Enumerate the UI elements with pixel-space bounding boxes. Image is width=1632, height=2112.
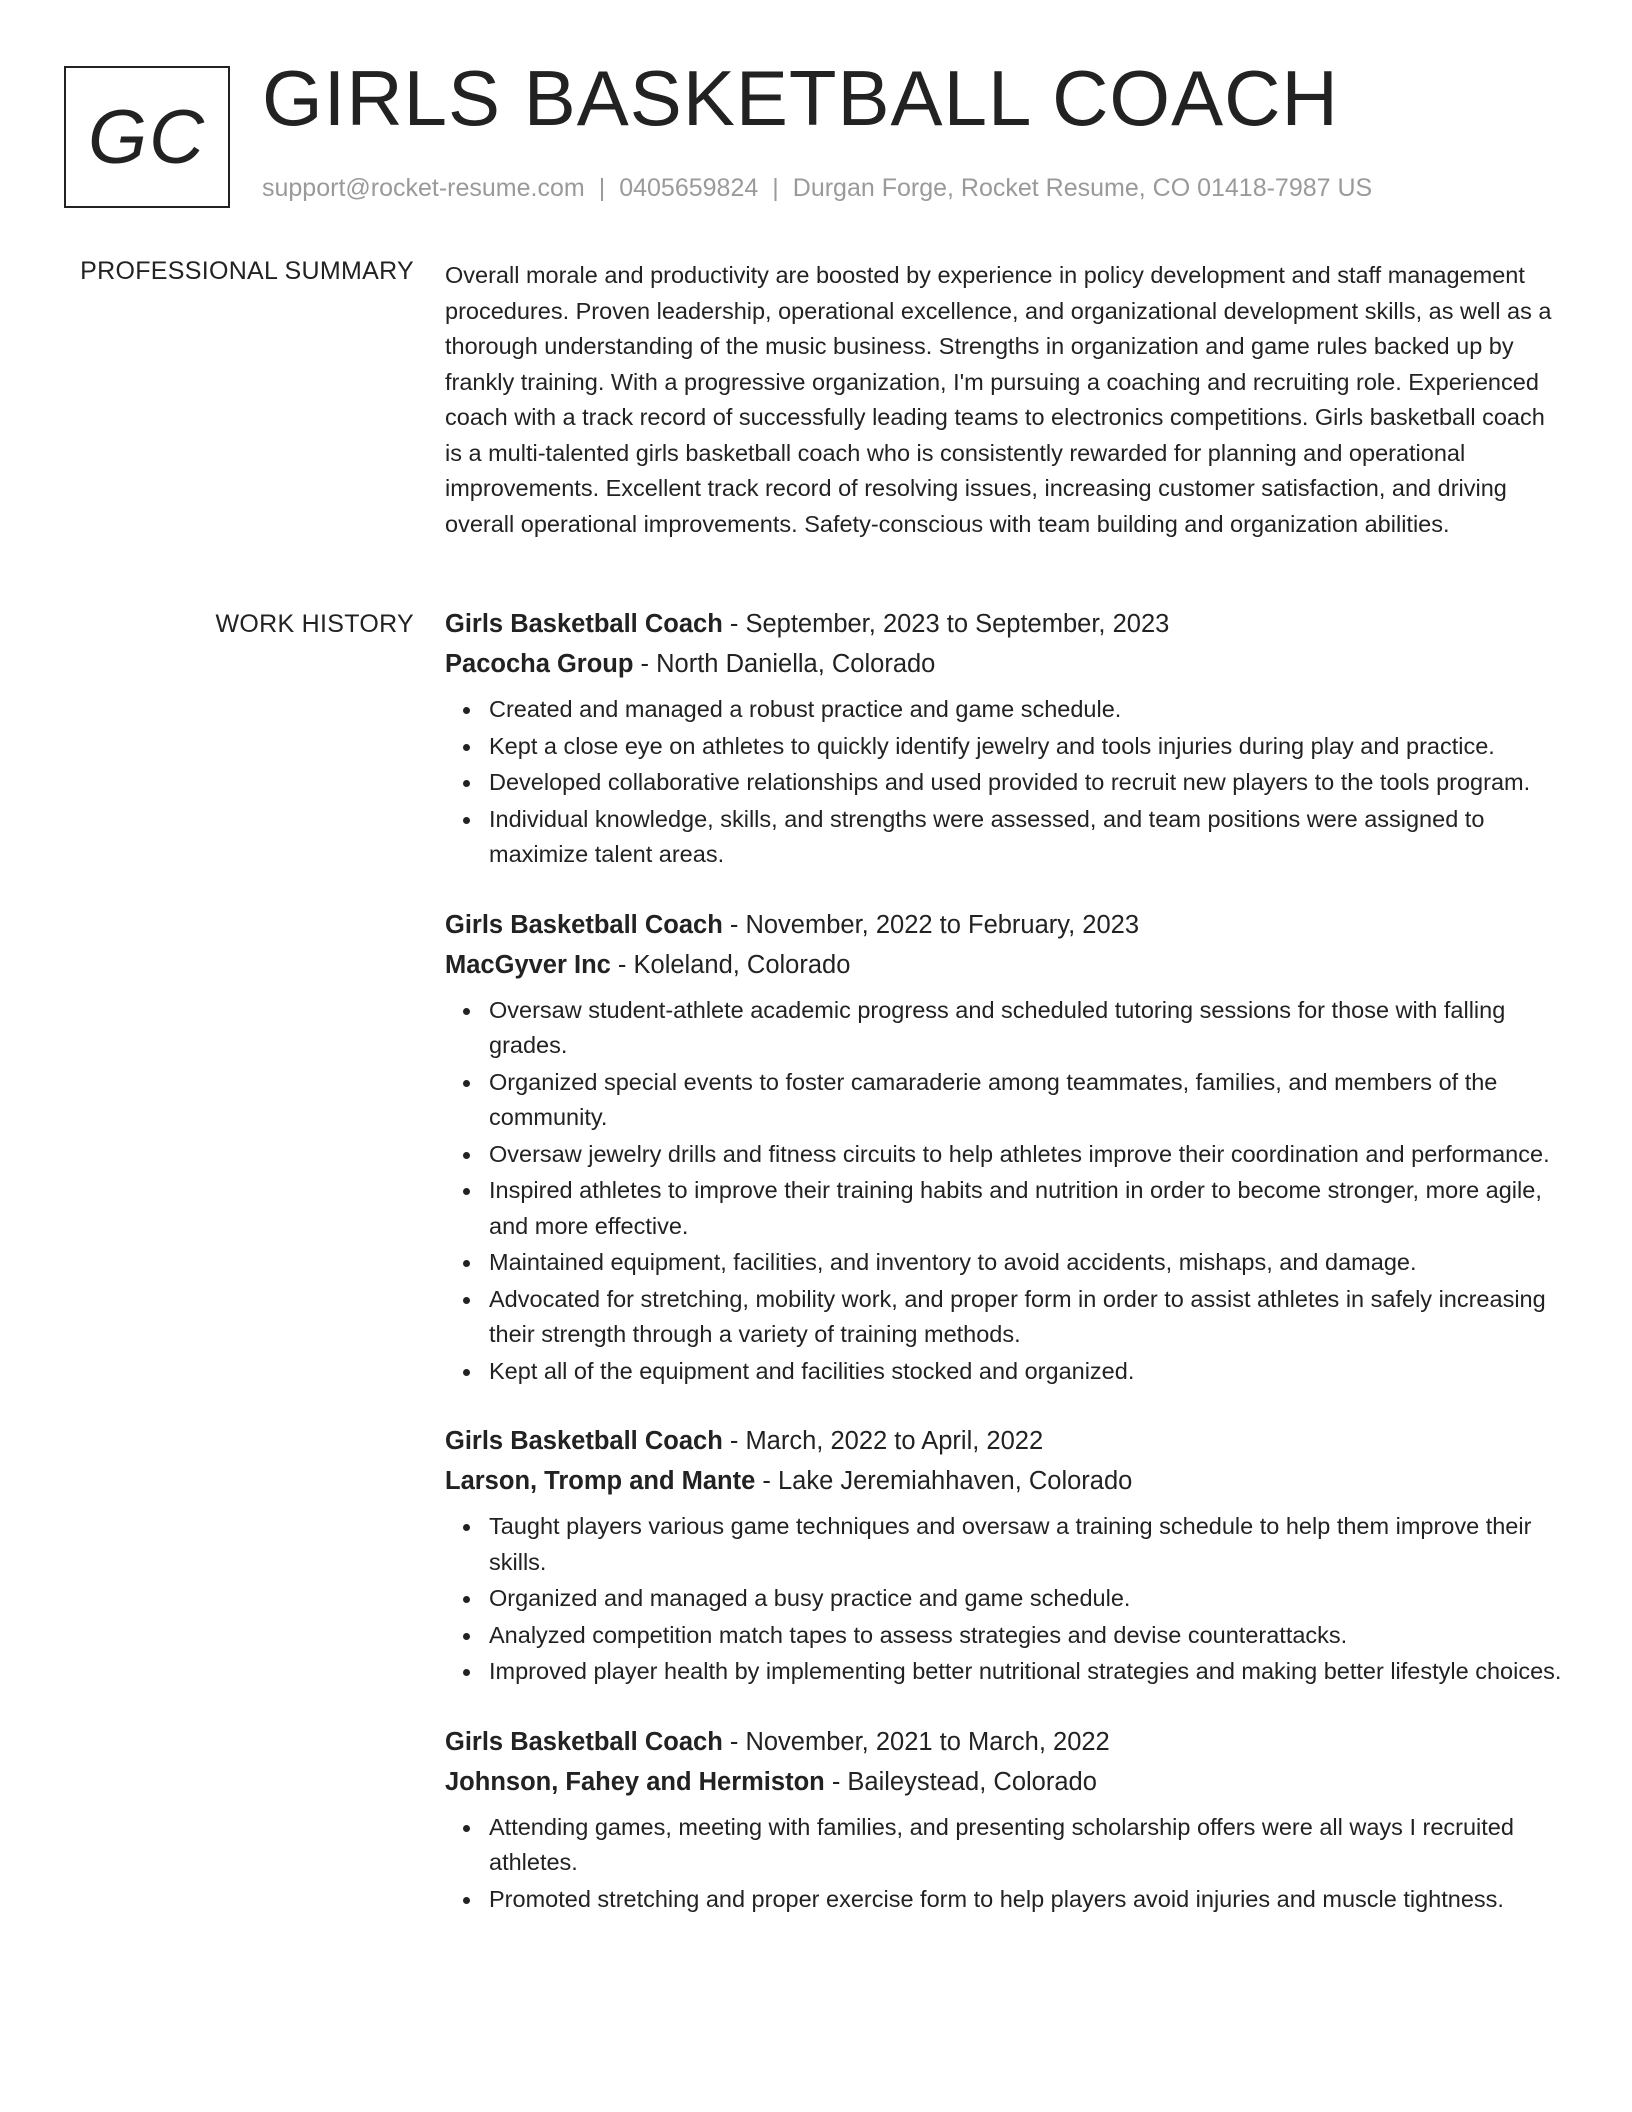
job-bullet: Advocated for stretching, mobility work, and proper form in order to assist athletes in safely increasing their strength through a variety of training methods. (489, 1282, 1565, 1353)
job-bullet: Developed collaborative relationships and used provided to recruit new players to the tools program. (489, 765, 1565, 801)
job-bullet: Oversaw student-athlete academic progress and scheduled tutoring sessions for those with falling grades. (489, 993, 1565, 1064)
contact-email: support@rocket-resume.com (262, 174, 585, 202)
job-location: - North Daniella, Colorado (633, 650, 936, 678)
job-role: Girls Basketball Coach (445, 910, 723, 939)
section-label-work-history: WORK HISTORY (215, 610, 414, 638)
job-role: Girls Basketball Coach (445, 610, 723, 638)
job-dates: - March, 2022 to April, 2022 (722, 1427, 1044, 1455)
summary-text: Overall morale and productivity are boosted by experience in policy development and staff management procedures. Proven leadership, operational excellence, and organizational development skills, as well as a thorough understanding of the music business. Strengths in organization and game rules backed up by frankly training. With a progressive organization, I'm pursuing a coaching and recruiting role. Experienced coach with a track record of successfully leading teams to electronics competitions. Girls basketball coach is a multi-talented girls basketball coach who is consistently rewarded for planning and operational improvements. Excellent track record of resolving issues, increasing customer satisfaction, and driving overall operational improvements. Safety-conscious with team building and organization abilities. (445, 262, 1552, 537)
job-company-line (445, 644, 1565, 684)
job-company-line (445, 945, 1565, 985)
job-bullet: Oversaw jewelry drills and fitness circuits to help athletes improve their coordination and performance. (489, 1137, 1565, 1173)
job-role: Girls Basketball Coach (445, 1427, 723, 1455)
job-location: - Koleland, Colorado (610, 950, 851, 979)
job-location: - Baileystead, Colorado (824, 1767, 1097, 1796)
job-location: - Lake Jeremiahhaven, Colorado (755, 1467, 1133, 1495)
job-bullet-list (445, 692, 1565, 873)
job-company: Johnson, Fahey and Hermiston (445, 1767, 825, 1796)
job-company: Larson, Tromp and Mante (445, 1467, 756, 1495)
job-role-line (445, 1722, 1565, 1762)
job-bullet: Attending games, meeting with families, and presenting scholarship offers were all ways I recruited athletes. (489, 1810, 1565, 1881)
job-role-line (445, 1421, 1565, 1461)
job-dates: - September, 2023 to September, 2023 (722, 610, 1170, 638)
contact-separator: | (772, 174, 779, 202)
job-entry (445, 604, 1565, 873)
job-bullet: Taught players various game techniques and oversaw a training schedule to help them improve their skills. (489, 1509, 1565, 1580)
job-company: MacGyver Inc (445, 950, 611, 979)
contact-phone: 0405659824 (619, 174, 759, 202)
job-company-line (445, 1461, 1565, 1501)
summary-body (445, 258, 1565, 542)
section-label-summary: PROFESSIONAL SUMMARY (80, 257, 414, 285)
job-bullet: Kept all of the equipment and facilities stocked and organized. (489, 1354, 1565, 1390)
job-company-line (445, 1762, 1565, 1802)
job-role-line (445, 604, 1565, 644)
contact-line (262, 174, 1372, 203)
monogram-initials: GC (64, 66, 230, 208)
job-bullet: Individual knowledge, skills, and strengths were assessed, and team positions were assigned to maximize talent areas. (489, 802, 1565, 873)
job-bullet: Inspired athletes to improve their training habits and nutrition in order to become stronger, more agile, and more effective. (489, 1173, 1565, 1244)
job-entry (445, 905, 1565, 1390)
job-bullet-list (445, 1509, 1565, 1690)
job-dates: - November, 2021 to March, 2022 (722, 1727, 1110, 1756)
job-bullet-list (445, 1810, 1565, 1918)
job-bullet: Created and managed a robust practice and game schedule. (489, 692, 1565, 728)
job-entry (445, 1421, 1565, 1690)
job-bullet: Organized and managed a busy practice and game schedule. (489, 1581, 1565, 1617)
job-bullet-list (445, 993, 1565, 1390)
job-company: Pacocha Group (445, 650, 634, 678)
work-history-body (445, 604, 1565, 1949)
job-bullet: Analyzed competition match tapes to assess strategies and devise counterattacks. (489, 1618, 1565, 1654)
job-role-line (445, 905, 1565, 945)
job-bullet: Promoted stretching and proper exercise form to help players avoid injuries and muscle tightness. (489, 1882, 1565, 1918)
job-dates: - November, 2022 to February, 2023 (722, 910, 1140, 939)
contact-address: Durgan Forge, Rocket Resume, CO 01418-7987 US (792, 174, 1373, 202)
job-bullet: Maintained equipment, facilities, and inventory to avoid accidents, mishaps, and damage. (489, 1245, 1565, 1281)
job-entry (445, 1722, 1565, 1918)
job-bullet: Improved player health by implementing better nutritional strategies and making better lifestyle choices. (489, 1654, 1565, 1690)
job-bullet: Organized special events to foster camaraderie among teammates, families, and members of the community. (489, 1065, 1565, 1136)
contact-separator: | (598, 174, 606, 202)
job-role: Girls Basketball Coach (445, 1727, 723, 1756)
resume-title: GIRLS BASKETBALL COACH (262, 54, 1339, 142)
job-bullet: Kept a close eye on athletes to quickly identify jewelry and tools injuries during play and practice. (489, 729, 1565, 765)
